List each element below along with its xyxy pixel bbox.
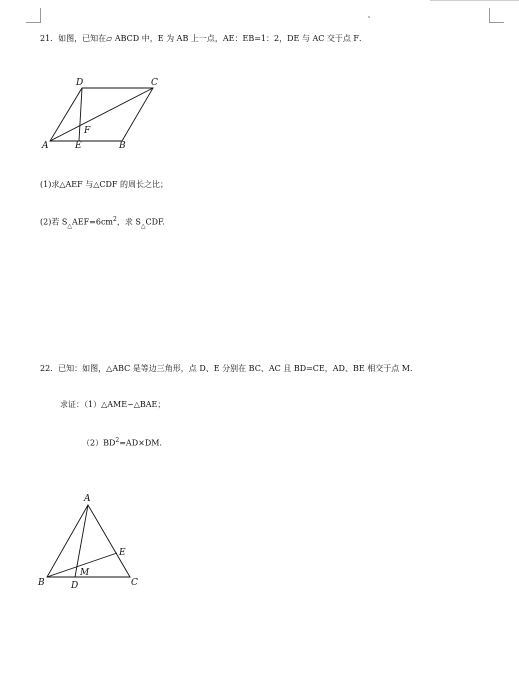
label-f: F xyxy=(84,126,91,136)
label-b: B xyxy=(38,578,45,588)
label-c: C xyxy=(131,578,138,588)
q21-part1: (1)求△AEF 与△CDF 的周长之比； xyxy=(40,180,168,189)
q21-part2-mid: AEF=6cm xyxy=(71,217,114,227)
label-e: E xyxy=(119,548,126,558)
q21-part2-end: CDF. xyxy=(145,217,165,227)
q22-stem: 22．已知：如图，△ABC 是等边三角形，点 D、E 分别在 BC、AC 且 BD=CE，AD、BE 相交于点 M． xyxy=(40,364,418,373)
label-d: D xyxy=(71,581,79,591)
q22-proof-intro: 求证：（1）△AME∽△BAE； xyxy=(60,400,166,409)
q22-part2-prefix: （2）BD xyxy=(82,438,116,448)
q22-part2-end: =AD×DM． xyxy=(119,438,168,448)
label-c: C xyxy=(151,78,158,88)
q22-part2-sup: 2 xyxy=(115,437,120,444)
q21-part2-prefix: (2)若 S xyxy=(40,217,68,227)
triangle-abc xyxy=(47,505,130,577)
q21-part2-sup: 2 xyxy=(113,216,117,223)
label-b: B xyxy=(119,141,126,151)
label-m: M xyxy=(80,568,90,578)
q21-part2-sub2: △ xyxy=(140,222,146,230)
label-a: A xyxy=(84,494,91,504)
q21-stem: 21．如图，已知在▱ ABCD 中，E 为 AB 上一点，AE：EB=1：2，DE 与 AC 交于点 F． xyxy=(40,34,367,43)
q21-part2-sub1: △ xyxy=(67,222,72,230)
label-e: E xyxy=(75,141,82,151)
label-d: D xyxy=(76,78,84,88)
q21-part2-mid2: ，求 S xyxy=(116,217,141,227)
label-a: A xyxy=(42,141,49,151)
